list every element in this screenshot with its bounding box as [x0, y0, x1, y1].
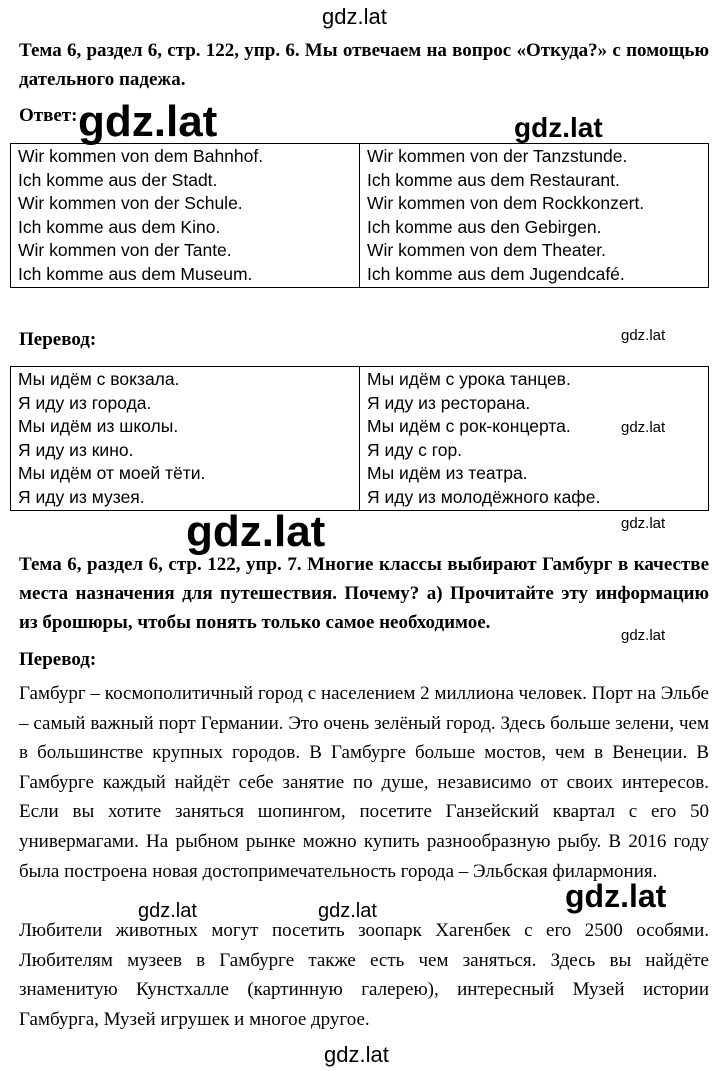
german-sentence: Wir kommen von dem Bahnhof.: [18, 146, 264, 166]
translation-label-2: Перевод:: [19, 649, 97, 670]
watermark-medium: gdz.lat: [565, 878, 667, 914]
hamburg-paragraph-2: Любители животных могут посетить зоопарк Хагенбек с его 2500 особями. Любителям музеев в Гамбурге также есть чем заняться. Здесь вы найдёте знаменитую Кунстхалле (картинную галерею), интересный Музей истории Гамбурга, Музей игрушек и многое другое.: [19, 920, 709, 1030]
hamburg-paragraph-1: Гамбург – космополитичный город с населением 2 миллиона человек. Порт на Эльбе – самый важный порт Германии. Это очень зелёный город. Здесь больше зелени, чем в большинстве крупных городов. В Гамбурге больше мостов, чем в Венеции. В Гамбурге каждый найдёт себе занятие по душе, независимо от своих интересов. Если вы хотите заняться шопингом, посетите Ганзейский квартал с его 50 универмагами. На рыбном рынке можно купить разнообразную рыбу. В 2016 году была построена новая достопримечательность города – Эльбская филармония.: [19, 683, 709, 882]
watermark-small: gdz.lat: [318, 900, 377, 922]
german-sentence: Wir kommen von der Tante.: [18, 240, 232, 261]
german-sentence: Wir kommen von der Tanzstunde.: [367, 146, 628, 166]
russian-sentence: Я иду из кино.: [18, 439, 134, 460]
russian-sentence: Я иду из ресторана.: [367, 392, 531, 413]
russian-right-column: [360, 367, 709, 511]
answer-label: Ответ:: [19, 105, 78, 126]
german-sentence: Ich komme aus dem Kino.: [18, 216, 221, 237]
russian-sentence: Мы идём из театра.: [367, 463, 528, 484]
german-sentence: Wir kommen von der Schule.: [18, 193, 243, 214]
watermark-small: gdz.lat: [138, 900, 197, 922]
translation-label: Перевод:: [19, 329, 97, 350]
watermark-small: gdz.lat: [621, 327, 666, 344]
russian-left-column: [11, 367, 360, 511]
german-sentence: Ich komme aus dem Museum.: [18, 263, 253, 284]
watermark-small: gdz.lat: [621, 419, 666, 436]
watermark-large: gdz.lat: [78, 97, 218, 146]
watermark-small: gdz.lat: [621, 627, 666, 644]
russian-translation-table: [10, 366, 709, 511]
german-sentence: Wir kommen von dem Rockkonzert.: [367, 193, 645, 214]
russian-sentence: Я иду из музея.: [18, 486, 145, 507]
german-answers-table: [10, 143, 709, 288]
russian-sentence: Я иду с гор.: [367, 439, 463, 460]
task7-heading: Тема 6, раздел 6, стр. 122, упр. 7. Многие классы выбирают Гамбург в качестве места назначения для путешествия. Почему? а) Прочитайте эту информацию из брошюры, чтобы понять только самое необходимое.: [19, 554, 709, 633]
russian-sentence: Мы идём с вокзала.: [18, 369, 180, 389]
watermark-bottom: gdz.lat: [324, 1042, 389, 1067]
watermark-top: gdz.lat: [322, 4, 387, 29]
task6-heading: Тема 6, раздел 6, стр. 122, упр. 6. Мы отвечаем на вопрос «Откуда?» с помощью дательного падежа.: [19, 40, 709, 90]
german-sentence: Ich komme aus der Stadt.: [18, 169, 218, 190]
german-sentence: Ich komme aus den Gebirgen.: [367, 216, 602, 237]
russian-sentence: Мы идём из школы.: [18, 416, 179, 437]
russian-sentence: Я иду из молодёжного кафе.: [367, 486, 601, 507]
russian-sentence: Мы идём с урока танцев.: [367, 369, 571, 389]
watermark-medium: gdz.lat: [514, 112, 603, 143]
german-right-column: [360, 144, 709, 288]
russian-sentence: Мы идём с рок-концерта.: [367, 416, 571, 437]
german-left-column: [11, 144, 360, 288]
russian-sentence: Мы идём от моей тёти.: [18, 463, 206, 484]
german-sentence: Ich komme aus dem Jugendcafé.: [367, 263, 625, 284]
watermark-small: gdz.lat: [621, 515, 666, 532]
watermark-large: gdz.lat: [186, 507, 326, 556]
german-sentence: Wir kommen von dem Theater.: [367, 240, 606, 261]
german-sentence: Ich komme aus dem Restaurant.: [367, 169, 620, 190]
russian-sentence: Я иду из города.: [18, 392, 152, 413]
